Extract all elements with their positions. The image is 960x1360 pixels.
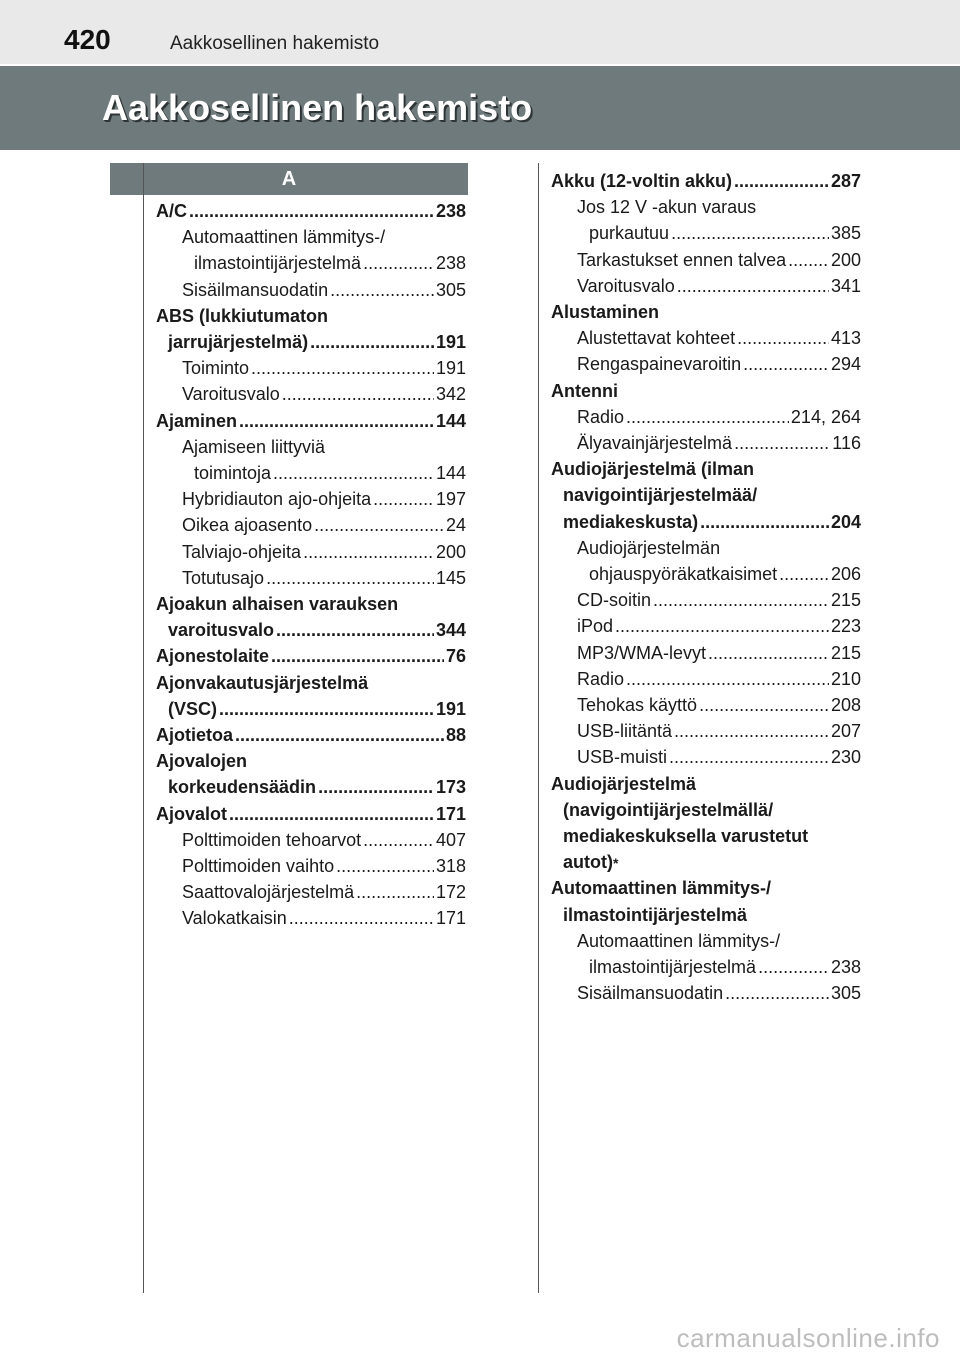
entry-term: Jos 12 V -akun varaus xyxy=(577,197,757,218)
page-reference: 88 xyxy=(445,725,466,746)
entry-line xyxy=(182,434,466,460)
dot-leader xyxy=(363,827,434,853)
entry-line xyxy=(156,801,466,827)
entry-line xyxy=(551,482,861,508)
index-column-right xyxy=(551,168,861,1007)
entry-line xyxy=(577,430,861,456)
page-reference: 210 xyxy=(830,668,861,689)
entry-term: Akku (12-voltin akku) xyxy=(551,171,733,191)
entry-term: Audiojärjestelmä xyxy=(551,773,697,794)
entry-line xyxy=(551,875,861,901)
entry-line xyxy=(182,512,466,538)
page-reference: 318 xyxy=(435,856,466,877)
entry-line xyxy=(577,351,861,377)
index-subentry xyxy=(156,879,466,905)
page-reference: 171 xyxy=(435,908,466,929)
entry-line xyxy=(156,329,466,355)
entry-line xyxy=(182,250,466,276)
page-reference: 191 xyxy=(435,332,466,353)
entry-term: Ajamiseen liittyviä xyxy=(182,436,326,457)
entry-line xyxy=(156,198,466,224)
entry-term: USB-liitäntä xyxy=(577,721,673,742)
entry-term: Toiminto xyxy=(182,358,250,379)
entry-term: Polttimoiden tehoarvot xyxy=(182,829,362,850)
index-subentry xyxy=(156,224,466,276)
entry-line xyxy=(156,696,466,722)
page-reference: 200 xyxy=(435,541,466,562)
index-entry xyxy=(156,748,466,800)
entry-term: A/C xyxy=(156,201,187,221)
entry-term: Ajotietoa xyxy=(156,725,234,746)
index-subentry xyxy=(551,404,861,430)
dot-leader xyxy=(653,587,829,613)
entry-term: mediakeskuksella varustetut xyxy=(563,826,809,847)
page-reference: 344 xyxy=(435,620,466,641)
entry-line xyxy=(551,378,861,404)
index-subentry xyxy=(551,273,861,299)
entry-line xyxy=(551,902,861,928)
dot-leader xyxy=(330,277,434,303)
page-reference: 223 xyxy=(830,616,861,637)
entry-term: Automaattinen lämmitys-/ xyxy=(551,878,772,899)
page-reference: 207 xyxy=(830,721,861,742)
page-reference: 230 xyxy=(830,747,861,768)
dot-leader xyxy=(266,565,434,591)
entry-term: Hybridiauton ajo-ohjeita xyxy=(182,489,372,510)
page-title: Aakkosellinen hakemisto xyxy=(102,87,533,128)
index-subentry xyxy=(156,434,466,486)
entry-line xyxy=(182,460,466,486)
entry-term: Älyavainjärjestelmä xyxy=(577,433,733,454)
index-subentry xyxy=(551,692,861,718)
index-entry xyxy=(156,198,466,224)
dot-leader xyxy=(699,692,829,718)
dot-leader xyxy=(743,351,829,377)
entry-term: Talviajo-ohjeita xyxy=(182,541,302,562)
entry-line xyxy=(156,722,466,748)
page-number: 420 xyxy=(64,24,111,55)
entry-line xyxy=(182,905,466,931)
index-entry xyxy=(156,591,466,643)
dot-leader xyxy=(708,640,829,666)
entry-line xyxy=(182,879,466,905)
dot-leader xyxy=(276,617,434,643)
column-divider-left xyxy=(143,163,144,1293)
page-reference: 215 xyxy=(830,590,861,611)
index-entry xyxy=(156,801,466,827)
entry-term: CD-soitin xyxy=(577,590,652,611)
entry-line xyxy=(577,561,861,587)
column-divider-right xyxy=(538,163,539,1293)
dot-leader xyxy=(758,954,829,980)
page-reference: 172 xyxy=(435,882,466,903)
entry-term: Saattovalojärjestelmä xyxy=(182,882,355,903)
page-reference: 204 xyxy=(830,511,861,532)
entry-term: Varoitusvalo xyxy=(577,275,675,296)
entry-line xyxy=(577,325,861,351)
entry-term: Alustaminen xyxy=(551,302,660,323)
index-subentry xyxy=(551,535,861,587)
entry-term: ilmastointijärjestelmä xyxy=(589,957,757,978)
entry-line xyxy=(156,670,466,696)
entry-line xyxy=(551,299,861,325)
page-reference: 385 xyxy=(830,223,861,244)
index-entry xyxy=(551,456,861,535)
entry-line xyxy=(577,718,861,744)
page-reference: 238 xyxy=(830,957,861,978)
entry-term: korkeudensäädin xyxy=(168,777,317,798)
page-reference: 294 xyxy=(830,354,861,375)
dot-leader xyxy=(779,561,829,587)
page-reference: 208 xyxy=(830,695,861,716)
dot-leader xyxy=(271,643,444,669)
page-reference: 342 xyxy=(435,384,466,405)
entry-term: (navigointijärjestelmällä/ xyxy=(563,799,774,820)
entry-line xyxy=(156,303,466,329)
dot-leader xyxy=(273,460,434,486)
entry-term: varoitusvalo xyxy=(168,620,275,641)
page-reference: 116 xyxy=(832,433,861,454)
entry-line xyxy=(577,928,861,954)
page-reference: 214, 264 xyxy=(790,406,861,427)
entry-term: ilmastointijärjestelmä xyxy=(563,904,748,925)
entry-line xyxy=(182,277,466,303)
entry-line: autot) * xyxy=(551,849,861,875)
page-reference: 215 xyxy=(830,642,861,663)
entry-line xyxy=(577,404,861,430)
entry-term: Oikea ajoasento xyxy=(182,515,313,536)
dot-leader xyxy=(669,744,829,770)
entry-line xyxy=(182,224,466,250)
entry-line xyxy=(182,853,466,879)
dot-leader xyxy=(615,613,829,639)
index-entry xyxy=(551,168,861,194)
dot-leader xyxy=(700,509,829,535)
index-subentry xyxy=(551,325,861,351)
index-entry xyxy=(156,643,466,669)
entry-line xyxy=(577,640,861,666)
dot-leader xyxy=(363,250,434,276)
running-header xyxy=(0,0,960,64)
index-entry xyxy=(156,303,466,355)
dot-leader xyxy=(189,198,434,224)
index-entry xyxy=(551,875,861,927)
entry-line xyxy=(156,774,466,800)
dot-leader xyxy=(737,325,829,351)
entry-term: Alustettavat kohteet xyxy=(577,328,736,349)
entry-term: Sisäilmansuodatin xyxy=(577,983,724,1004)
entry-term: autot) xyxy=(563,852,613,873)
entry-term: USB-muisti xyxy=(577,747,668,768)
page-reference: 144 xyxy=(435,410,466,431)
entry-term: Ajovalot xyxy=(156,803,228,824)
entry-line xyxy=(551,797,861,823)
dot-leader xyxy=(725,980,829,1006)
entry-term: jarrujärjestelmä) xyxy=(168,332,309,353)
entry-line xyxy=(577,194,861,220)
index-subentry xyxy=(551,744,861,770)
entry-term: Automaattinen lämmitys-/ xyxy=(577,930,781,951)
entry-line xyxy=(551,823,861,849)
index-subentry xyxy=(551,980,861,1006)
entry-term: Ajoakun alhaisen varauksen xyxy=(156,594,399,615)
index-subentry xyxy=(156,565,466,591)
entry-line xyxy=(577,220,861,246)
entry-line xyxy=(182,486,466,512)
index-subentry xyxy=(551,928,861,980)
dot-leader xyxy=(303,539,434,565)
index-subentry xyxy=(551,666,861,692)
page-reference: 24 xyxy=(445,515,466,536)
entry-term: ohjauspyöräkatkaisimet xyxy=(589,564,778,585)
dot-leader xyxy=(356,879,434,905)
index-entry xyxy=(156,670,466,722)
dot-leader xyxy=(251,355,434,381)
page-reference: 191 xyxy=(435,358,466,379)
dot-leader xyxy=(235,722,444,748)
page-reference: 145 xyxy=(435,567,466,588)
entry-line xyxy=(551,456,861,482)
index-subentry xyxy=(156,853,466,879)
entry-term: Rengaspainevaroitin xyxy=(577,354,742,375)
index-subentry xyxy=(551,613,861,639)
entry-term: Radio xyxy=(577,406,625,427)
entry-line xyxy=(182,381,466,407)
page-reference: 287 xyxy=(830,171,861,191)
page-reference: 238 xyxy=(435,201,466,221)
entry-term: mediakeskusta) xyxy=(563,511,699,532)
entry-term: navigointijärjestelmää/ xyxy=(563,485,758,506)
entry-line xyxy=(182,827,466,853)
index-subentry xyxy=(551,640,861,666)
entry-term: Tehokas käyttö xyxy=(577,695,698,716)
index-subentry xyxy=(551,194,861,246)
dot-leader xyxy=(289,905,434,931)
dot-leader xyxy=(336,853,434,879)
dot-leader xyxy=(229,801,434,827)
entry-line xyxy=(551,168,861,194)
index-subentry xyxy=(551,718,861,744)
index-entry xyxy=(551,378,861,404)
index-subentry xyxy=(156,512,466,538)
index-subentry xyxy=(156,381,466,407)
dot-leader xyxy=(373,486,434,512)
entry-term: Radio xyxy=(577,668,625,689)
index-entry xyxy=(156,722,466,748)
index-subentry xyxy=(156,905,466,931)
entry-term: MP3/WMA-levyt xyxy=(577,642,707,663)
dot-leader xyxy=(734,168,829,194)
page-reference: 238 xyxy=(435,253,466,274)
index-subentry xyxy=(551,247,861,273)
index-subentry xyxy=(551,587,861,613)
index-subentry xyxy=(156,827,466,853)
entry-term: toimintoja xyxy=(194,463,272,484)
dot-leader xyxy=(788,247,829,273)
dot-leader xyxy=(219,696,434,722)
entry-term: Totutusajo xyxy=(182,567,265,588)
index-entry xyxy=(551,299,861,325)
section-letter-heading: A xyxy=(110,163,468,195)
entry-line xyxy=(577,535,861,561)
entry-term: Tarkastukset ennen talvea xyxy=(577,249,787,270)
entry-line xyxy=(182,565,466,591)
index-entry xyxy=(551,771,861,876)
entry-term: Ajonestolaite xyxy=(156,646,270,667)
dot-leader xyxy=(677,273,829,299)
entry-line xyxy=(182,355,466,381)
dot-leader xyxy=(734,430,830,456)
entry-term: ABS (lukkiutumaton xyxy=(156,305,329,326)
index-subentry xyxy=(156,277,466,303)
page-reference: 206 xyxy=(830,564,861,585)
entry-line xyxy=(577,587,861,613)
entry-line xyxy=(156,643,466,669)
entry-term: iPod xyxy=(577,616,614,637)
entry-line xyxy=(577,954,861,980)
dot-leader xyxy=(674,718,829,744)
page-reference: 407 xyxy=(435,829,466,850)
entry-line xyxy=(182,539,466,565)
entry-line xyxy=(577,744,861,770)
dot-leader xyxy=(310,329,434,355)
entry-term: Antenni xyxy=(551,380,618,401)
page-reference: 173 xyxy=(435,777,466,798)
page-reference: 144 xyxy=(435,463,466,484)
entry-term: Automaattinen lämmitys-/ xyxy=(182,227,386,248)
entry-line xyxy=(551,771,861,797)
dot-leader xyxy=(671,220,829,246)
page-reference: 305 xyxy=(830,983,861,1004)
page-reference: 76 xyxy=(445,646,466,667)
entry-term: Ajaminen xyxy=(156,410,238,431)
entry-line xyxy=(577,247,861,273)
entry-term: Audiojärjestelmän xyxy=(577,537,721,558)
running-head-title: Aakkosellinen hakemisto xyxy=(170,33,380,54)
watermark: carmanualsonline.info xyxy=(676,1323,940,1353)
title-band xyxy=(0,66,960,150)
entry-term: Ajonvakautusjärjestelmä xyxy=(156,672,369,693)
entry-term: Audiojärjestelmä (ilman xyxy=(551,459,755,480)
dot-leader xyxy=(626,666,829,692)
entry-term: Varoitusvalo xyxy=(182,384,280,405)
dot-leader xyxy=(318,774,434,800)
entry-line xyxy=(577,273,861,299)
entry-line xyxy=(577,692,861,718)
page-reference: 341 xyxy=(830,275,861,296)
page-reference: 200 xyxy=(830,249,861,270)
dot-leader xyxy=(626,404,789,430)
entry-term: ilmastointijärjestelmä xyxy=(194,253,362,274)
page-reference: 171 xyxy=(435,803,466,824)
index-subentry xyxy=(156,539,466,565)
index-column-left xyxy=(156,198,466,932)
page-reference: 413 xyxy=(830,328,861,349)
entry-term: purkautuu xyxy=(589,223,670,244)
index-subentry xyxy=(156,355,466,381)
entry-line xyxy=(156,617,466,643)
entry-term: Valokatkaisin xyxy=(182,908,287,929)
dot-leader xyxy=(314,512,444,538)
entry-term: Polttimoiden vaihto xyxy=(182,856,335,877)
page-reference: 191 xyxy=(435,698,466,719)
index-subentry xyxy=(551,430,861,456)
index-subentry xyxy=(156,486,466,512)
entry-term: (VSC) xyxy=(168,698,217,719)
entry-line xyxy=(577,666,861,692)
entry-line xyxy=(156,591,466,617)
entry-line xyxy=(577,613,861,639)
entry-line xyxy=(577,980,861,1006)
entry-term: Ajovalojen xyxy=(156,751,248,772)
entry-line xyxy=(156,408,466,434)
entry-line xyxy=(551,509,861,535)
dot-leader xyxy=(239,408,434,434)
entry-term: Sisäilmansuodatin xyxy=(182,279,329,300)
page-reference: 197 xyxy=(435,489,466,510)
entry-line xyxy=(156,748,466,774)
index-subentry xyxy=(551,351,861,377)
dot-leader xyxy=(282,381,434,407)
page-reference: 305 xyxy=(435,279,466,300)
index-entry xyxy=(156,408,466,434)
